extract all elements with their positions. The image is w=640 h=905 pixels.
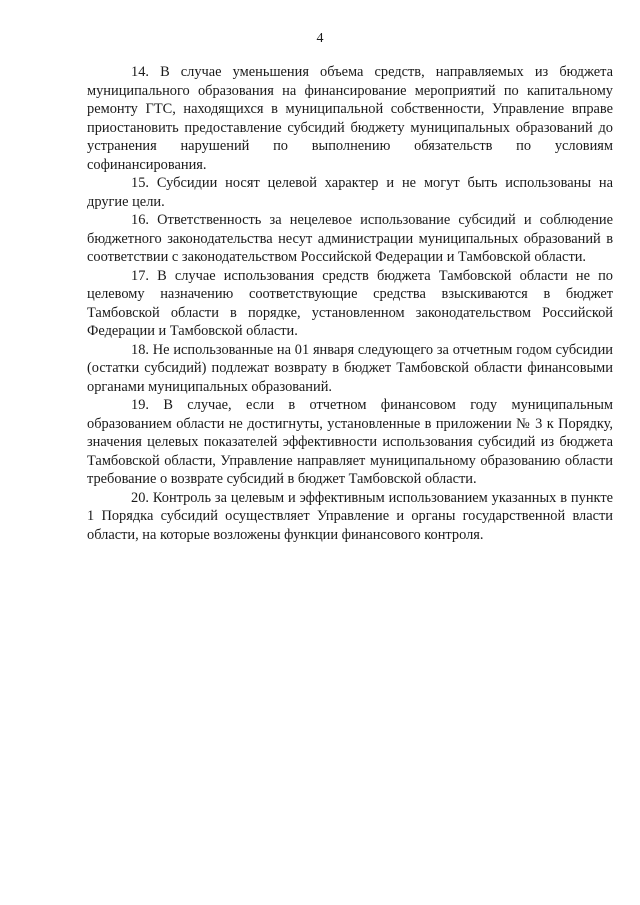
paragraph-14: 14. В случае уменьшения объема средств, направляемых из бюджета муниципального образования на финансирование мероприятий по капитальному ремонту ГТС, находящихся в муниципальной собственности, Управление вправе приостановить предоставление субсидий бюджету муниципальных образований до устранения нарушений по выполнению обязательств по условиям софинансирования. [87, 64, 613, 173]
paragraph-19: 19. В случае, если в отчетном финансовом году муниципальным образованием области не достигнуты, установленные в приложении № 3 к Порядку, значения целевых показателей эффективности использования субсидий из бюджета Тамбовской области, Управление направляет муниципальному образованию области требование о возврате субсидий в бюджет Тамбовской области. [87, 397, 613, 487]
paragraph-17: 17. В случае использования средств бюджета Тамбовской области не по целевому назначению соответствующие средства взыскиваются в бюджет Тамбовской области в порядке, установленном законодательством Российской Федерации и Тамбовской области. [87, 267, 613, 339]
paragraph-18: 18. Не использованные на 01 января следующего за отчетным годом субсидии (остатки субсидий) подлежат возврату в бюджет Тамбовской области финансовыми органами муниципальных образований. [87, 341, 613, 395]
paragraph-16: 16. Ответственность за нецелевое использование субсидий и соблюдение бюджетного законодательства несут администрации муниципальных образований в соответствии с законодательством Российской Федерации и Тамбовской области. [87, 212, 613, 265]
page-number: 4 [316, 31, 324, 46]
paragraph-15: 15. Субсидии носят целевой характер и не могут быть использованы на другие цели. [87, 175, 613, 210]
paragraph-20: 20. Контроль за целевым и эффективным использованием указанных в пункте 1 Порядка субсидий осуществляет Управление и органы государственной власти области, на которые возложены функции финансового контроля. [87, 489, 613, 543]
document-body [87, 63, 613, 544]
